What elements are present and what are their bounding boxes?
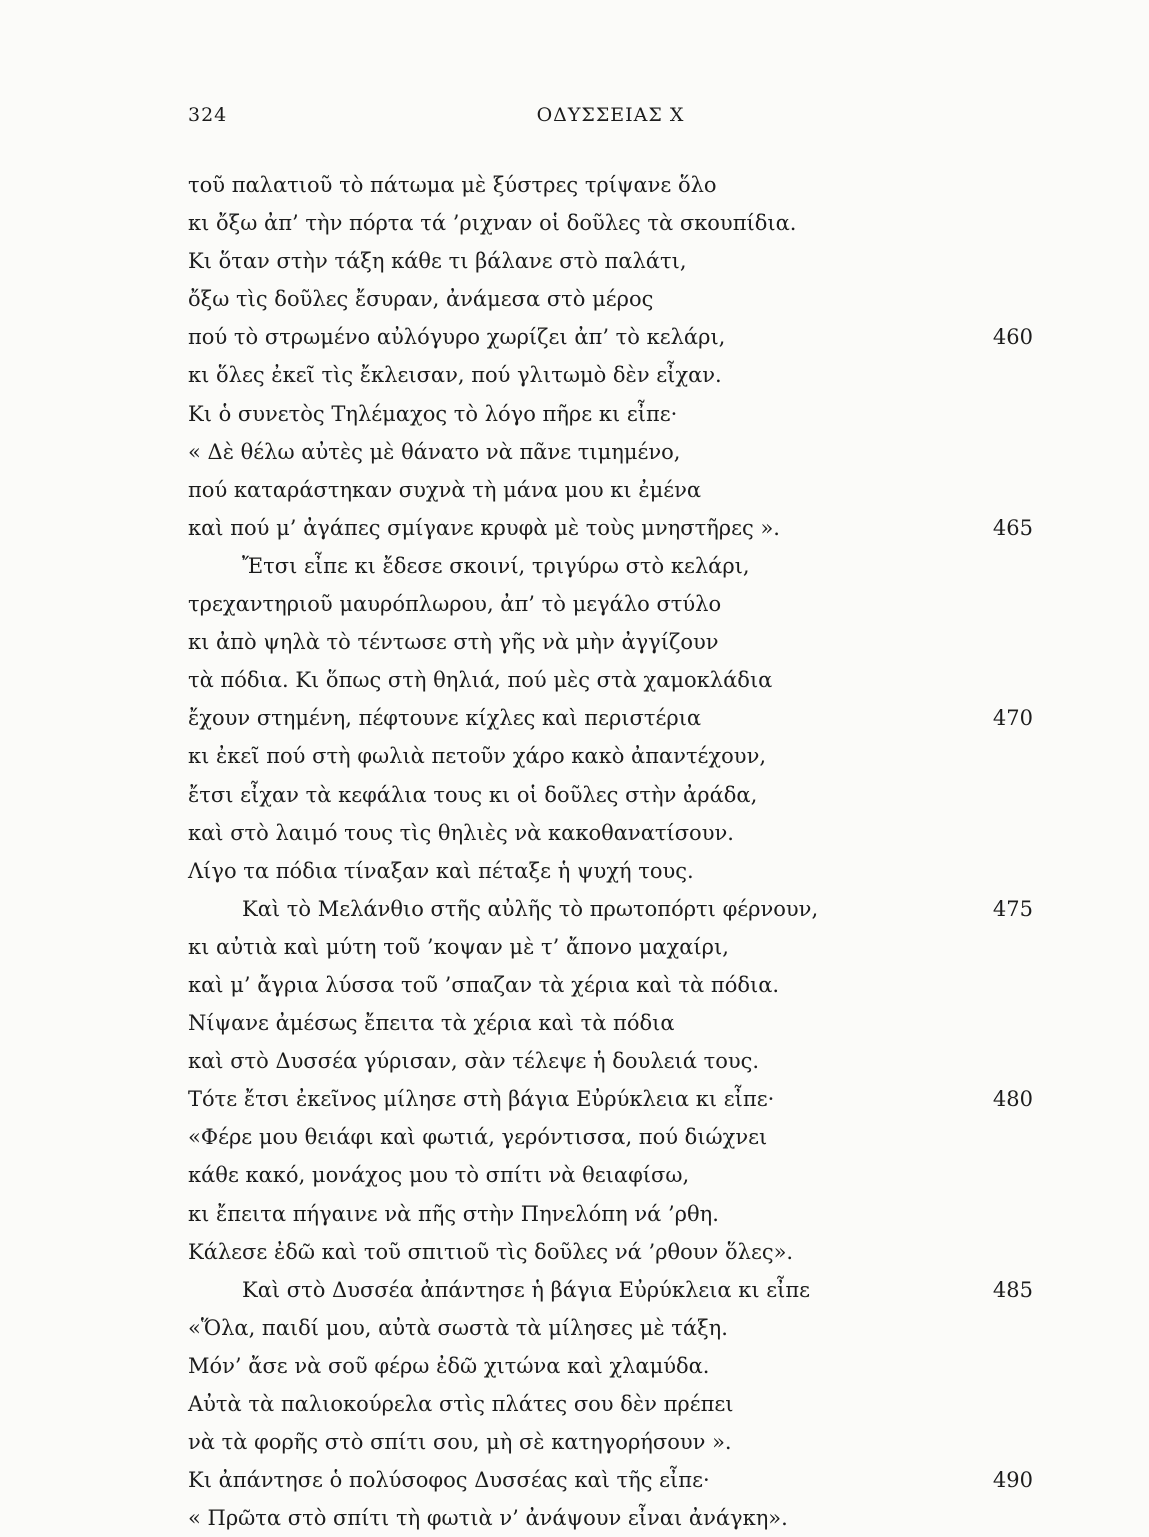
- verse-text: Κι ἀπάντησε ὁ πολύσοφος Δυσσέας καὶ τῆς εἶπε·: [188, 1468, 710, 1493]
- verse-line: [188, 928, 1033, 966]
- verse-text: Νίψανε ἀμέσως ἔπειτα τὰ χέρια καὶ τὰ πόδια: [188, 1011, 675, 1036]
- verse-text: Αὐτὰ τὰ παλιοκούρελα στὶς πλάτες σου δὲν πρέπει: [188, 1392, 734, 1416]
- verse-text: Κάλεσε ἐδῶ καὶ τοῦ σπιτιοῦ τὶς δοῦλες νά ’ρθουν ὅλες».: [188, 1239, 794, 1264]
- verse-line: [188, 1461, 1033, 1499]
- verse-line: [188, 509, 1033, 547]
- line-number: 485: [992, 1277, 1033, 1302]
- verse-line: [188, 1423, 1033, 1461]
- verse-text: ὄξω τὶς δοῦλες ἔσυραν, ἀνάμεσα στὸ μέρος: [188, 287, 654, 312]
- verse-text: πού τὸ στρωμένο αὐλόγυρο χωρίζει ἀπ’ τὸ κελάρι,: [188, 325, 726, 350]
- verse-line: [188, 280, 1033, 318]
- verse-text: Καὶ στὸ Δυσσέα ἀπάντησε ἡ βάγια Εὐρύκλεια κι εἶπε: [242, 1277, 811, 1302]
- verse-text: κι ὄξω ἀπ’ τὴν πόρτα τά ’ριχναν οἱ δοῦλες τὰ σκουπίδια.: [188, 211, 797, 236]
- verse-line: [188, 966, 1033, 1004]
- verse-line: [188, 585, 1033, 623]
- verse-line: [188, 1233, 1033, 1271]
- verse-line: [188, 814, 1033, 852]
- verse-line: [188, 1156, 1033, 1194]
- verse-line: [188, 318, 1033, 356]
- verse-line: [188, 1004, 1033, 1042]
- verse-line: [188, 1385, 1033, 1423]
- verse-line: [188, 890, 1033, 928]
- verse-text: Τότε ἔτσι ἐκεῖνος μίλησε στὴ βάγια Εὐρύκλεια κι εἶπε·: [188, 1087, 775, 1112]
- verse-text: κι ἀπὸ ψηλὰ τὸ τέντωσε στὴ γῆς νὰ μὴν ἀγγίζουν: [188, 630, 719, 655]
- verse-line: [188, 1499, 1033, 1537]
- verse-line: [188, 661, 1033, 699]
- verse-text: Καὶ τὸ Μελάνθιο στῆς αὐλῆς τὸ πρωτοπόρτι φέρνουν,: [242, 896, 819, 921]
- verse-text: « Δὲ θέλω αὐτὲς μὲ θάνατο νὰ πᾶνε τιμημένο,: [188, 439, 681, 464]
- verse-text: τρεχαντηριοῦ μαυρόπλωρου, ἀπ’ τὸ μεγάλο στύλο: [188, 592, 722, 617]
- verse-text: κι αὐτιὰ καὶ μύτη τοῦ ’κοψαν μὲ τ’ ἄπονο μαχαίρι,: [188, 934, 729, 959]
- verse-text: καὶ στὸ Δυσσέα γύρισαν, σὰν τέλεψε ἡ δουλειά τους.: [188, 1049, 760, 1074]
- verse-line: [188, 1118, 1033, 1156]
- verse-line: [188, 471, 1033, 509]
- verse-line: [188, 1195, 1033, 1233]
- line-number: 460: [992, 325, 1033, 350]
- verse-text: « Πρῶτα στὸ σπίτι τὴ φωτιὰ ν’ ἀνάψουν εἶναι ἀνάγκη».: [188, 1506, 788, 1531]
- verse-line: [188, 395, 1033, 433]
- verse-line: [188, 356, 1033, 394]
- line-number: 480: [992, 1087, 1033, 1112]
- verse-text: τὰ πόδια. Κι ὅπως στὴ θηλιά, πού μὲς στὰ χαμοκλάδια: [188, 668, 773, 693]
- verse-text: κι ἐκεῖ πού στὴ φωλιὰ πετοῦν χάρο κακὸ ἀπαντέχουν,: [188, 744, 767, 769]
- verse-text: νὰ τὰ φορῆς στὸ σπίτι σου, μὴ σὲ κατηγορήσουν ».: [188, 1430, 732, 1455]
- verse-text: τοῦ παλατιοῦ τὸ πάτωμα μὲ ξύστρες τρίψανε ὅλο: [188, 173, 717, 197]
- line-number: 475: [992, 896, 1033, 921]
- verse-text: κάθε κακό, μονάχος μου τὸ σπίτι νὰ θειαφίσω,: [188, 1163, 690, 1188]
- verse-text: πού καταράστηκαν συχνὰ τὴ μάνα μου κι ἐμένα: [188, 477, 702, 502]
- verse-text: Κι ὁ συνετὸς Τηλέμαχος τὸ λόγο πῆρε κι εἶπε·: [188, 401, 678, 426]
- running-title: ΟΔΥΣΣΕΙΑΣ Χ: [536, 104, 685, 126]
- verse-text: Λίγο τα πόδια τίναξαν καὶ πέταξε ἡ ψυχή τους.: [188, 858, 694, 883]
- verse-line: [188, 737, 1033, 775]
- verse-line: [188, 1347, 1033, 1385]
- verse-line: [188, 1271, 1033, 1309]
- verse-line: [188, 204, 1033, 242]
- page-header: [188, 104, 1033, 136]
- verse-line: [188, 699, 1033, 737]
- verse-line: [188, 433, 1033, 471]
- verse-text: καὶ μ’ ἄγρια λύσσα τοῦ ’σπαζαν τὰ χέρια καὶ τὰ πόδια.: [188, 972, 780, 997]
- verse-text: «Φέρε μου θειάφι καὶ φωτιά, γερόντισσα, πού διώχνει: [188, 1125, 768, 1150]
- verse-line: [188, 1042, 1033, 1080]
- verse-line: [188, 166, 1033, 204]
- verse-line: [188, 1309, 1033, 1347]
- verse-text: καὶ πού μ’ ἀγάπες σμίγανε κρυφὰ μὲ τοὺς μνηστῆρες ».: [188, 515, 780, 540]
- verse-text: καὶ στὸ λαιμό τους τὶς θηλιὲς νὰ κακοθανατίσουν.: [188, 820, 734, 845]
- verse-line: [188, 1080, 1033, 1118]
- verse-line: [188, 547, 1033, 585]
- line-number: 470: [992, 706, 1033, 731]
- verse-line: [188, 852, 1033, 890]
- verse-text: ἔτσι εἶχαν τὰ κεφάλια τους κι οἱ δοῦλες στὴν ἀράδα,: [188, 782, 758, 807]
- line-number: 465: [992, 515, 1033, 540]
- poem-text: [188, 166, 1033, 1537]
- verse-line: [188, 776, 1033, 814]
- verse-line: [188, 623, 1033, 661]
- verse-text: Ἔτσι εἶπε κι ἔδεσε σκοινί, τριγύρω στὸ κελάρι,: [242, 553, 750, 578]
- verse-text: κι ὅλες ἐκεῖ τὶς ἔκλεισαν, πού γλιτωμὸ δὲν εἶχαν.: [188, 363, 722, 388]
- verse-text: Κι ὅταν στὴν τάξη κάθε τι βάλανε στὸ παλάτι,: [188, 249, 687, 274]
- page-number: 324: [188, 104, 228, 126]
- verse-text: «Ὅλα, παιδί μου, αὐτὰ σωστὰ τὰ μίλησες μὲ τάξη.: [188, 1315, 728, 1340]
- verse-text: ἔχουν στημένη, πέφτουνε κίχλες καὶ περιστέρια: [188, 706, 702, 731]
- verse-text: Μόν’ ἄσε νὰ σοῦ φέρω ἐδῶ χιτώνα καὶ χλαμύδα.: [188, 1353, 710, 1378]
- line-number: 490: [992, 1468, 1033, 1493]
- verse-text: κι ἔπειτα πήγαινε νὰ πῆς στὴν Πηνελόπη νά ’ρθη.: [188, 1201, 719, 1226]
- verse-line: [188, 242, 1033, 280]
